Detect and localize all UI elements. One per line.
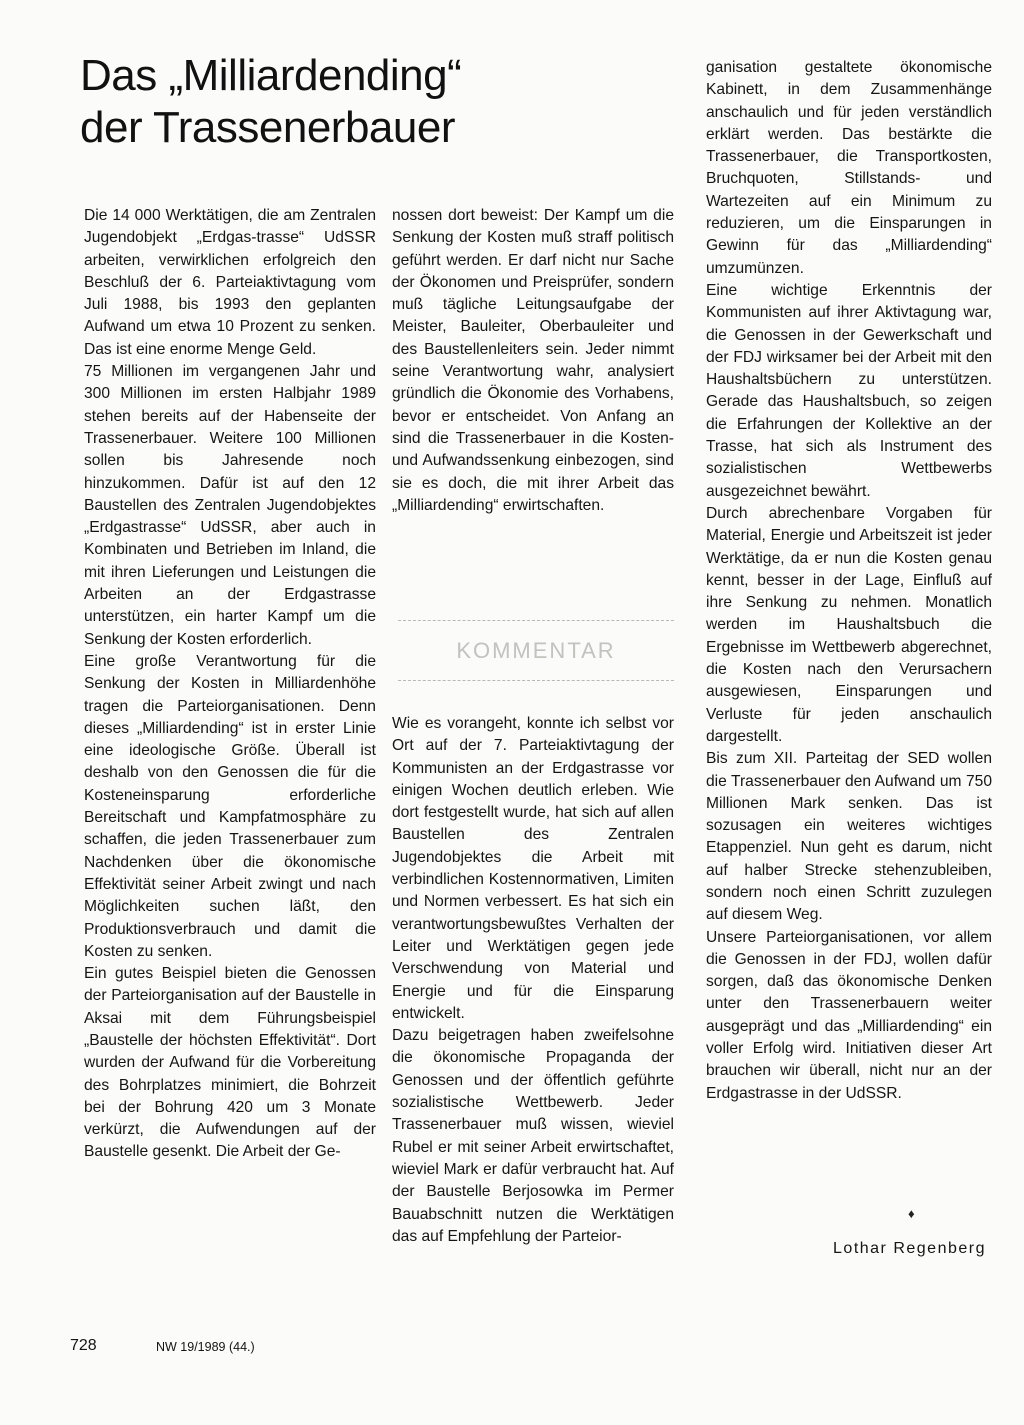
paragraph: nossen dort beweist: Der Kampf um die Senkung der Kosten muß straff politisch geführt werden. Er darf nicht nur Sache der Ökonomen und Preisprüfer, sondern muß tägliche Leitungsaufgabe der Meister, Bauleiter, Oberbauleiter und des Baustellenleiters sein. Jeder nimmt seine Verantwortung wahr, analysiert gründlich die Ökonomie des Vorhabens, bevor er entscheidet. Von Anfang an sind die Trassenerbauer in die Kosten- und Aufwandssenkung einbezogen, sind sie es doch, die mit ihrer Arbeit das „Milliardending“ erwirtschaften. (392, 207, 674, 514)
title-line-2: der Trassenerbauer (80, 103, 455, 152)
kommentar-label: KOMMENTAR (456, 638, 616, 663)
text-column-1 (84, 205, 376, 1164)
paragraph: Ein gutes Beispiel bieten die Genossen der Parteiorganisation auf der Baustelle in Aksai mit dem Führungsbeispiel „Baustelle der höchsten Effektivität“. Dort wurden der Aufwand für die Vorbereitung des Bohrplatzes minimiert, die Bohrzeit bei der Bohrung 420 um 3 Monate verkürzt, die Aufwendungen auf der Baustelle gesenkt. Die Arbeit der Ge- (84, 965, 376, 1161)
paragraph: Eine große Verantwortung für die Senkung der Kosten in Milliardenhöhe tragen die Parteiorganisationen. Denn dieses „Milliardending“ ist in erster Linie eine ideologische Größe. Überall ist deshalb von den Genossen die für die Kosteneinsparung erforderliche Bereitschaft und Kampfatmosphäre zu schaffen, die jeden Trassenerbauer zum Nachdenken über die ökonomische Effektivität seiner Arbeit zwingt und nach Möglichkeiten suchen läßt, den Produktionsverbrauch und damit die Kosten zu senken. (84, 652, 376, 960)
title-line-1: Das „Milliardending“ (80, 51, 462, 100)
paragraph: Durch abrechenbare Vorgaben für Material, Energie und Arbeitszeit ist jeder Werktätige, da er nun die Kosten genau kennt, besser in der Lage, Einfluß auf ihre Senkung zu nehmen. Monatlich werden im Haushaltsbuch die Ergebnisse im Wettbewerb abgerechnet, die Kosten nach den Verursachern ausgewiesen, Einsparungen und Verluste für jeden anschaulich dargestellt. (706, 504, 992, 745)
paragraph: Bis zum XII. Parteitag der SED wollen die Trassenerbauer den Aufwand um 750 Millionen Mark senken. Das ist sozusagen ein weiteres wichtiges Etappenziel. Nun geht es darum, nicht auf halber Strecke stehenzubleiben, sondern noch einen Schritt zuzulegen auf diesem Weg. (706, 750, 992, 924)
divider (398, 680, 674, 681)
end-mark-icon: ♦ (908, 1206, 915, 1221)
text-column-2-bottom (392, 713, 674, 1248)
paragraph: Dazu beigetragen haben zweifelsohne die ökonomische Propaganda der Genossen und der öffentlich geführte sozialistische Wettbewerb. Jeder Trassenerbauer muß wissen, wieviel Rubel er mit seiner Arbeit erwirtschaftet, wieviel Mark er dafür verbraucht hat. Auf der Baustelle Berjosowka im Permer Bauabschnitt nutzen die Werktätigen das auf Empfehlung der Parteior- (392, 1027, 674, 1245)
paragraph: Die 14 000 Werktätigen, die am Zentralen Jugendobjekt „Erdgas-trasse“ UdSSR arbeiten, verwirklichen erfolgreich den Beschluß der 6. Parteiaktivtagung vom Juli 1988, bis 1993 den geplanten Aufwand um etwa 10 Prozent zu senken. Das ist eine enorme Menge Geld. (84, 207, 376, 358)
author-signature: Lothar Regenberg (833, 1240, 986, 1257)
paragraph: Wie es vorangeht, konnte ich selbst vor Ort auf der 7. Parteiaktivtagung der Kommunisten an der Erdgastrasse vor einigen Wochen deutlich erleben. Wie dort festgestellt wurde, hat sich auf allen Baustellen des Zentralen Jugendobjektes die Arbeit mit verbindlichen Kostennormativen, Limiten und Normen verbessert. Es hat sich ein verantwortungsbewußtes Verhalten der Leiter und Werktätigen gegen jede Verschwendung von Material und Energie und für die Einsparung entwickelt. (392, 715, 674, 1022)
text-column-3 (706, 57, 992, 1105)
text-column-2-top (392, 205, 674, 517)
paragraph: Eine wichtige Erkenntnis der Kommunisten auf ihrer Aktivtagung war, die Genossen in der Gewerkschaft und der FDJ wirksamer bei der Arbeit mit den Haushaltsbüchern zu unterstützen. Gerade das Haushaltsbuch, so zeigen die Erfahrungen der Kollektive an der Trasse, hat sich als Instrument des sozialistischen Wettbewerbs ausgezeichnet bewährt. (706, 281, 992, 500)
divider (398, 620, 674, 621)
issue-reference: NW 19/1989 (44.) (156, 1340, 255, 1354)
kommentar-box (398, 618, 674, 684)
page-number: 728 (70, 1337, 97, 1354)
paragraph: Unsere Parteiorganisationen, vor allem die Genossen in der FDJ, wollen dafür sorgen, daß das ökonomische Denken unter den Trassenerbauern weiter ausgeprägt und das „Milliardending“ ein voller Erfolg wird. Initiativen dieser Art brauchen wir überall, nicht nur an der Erdgastrasse in der UdSSR. (706, 928, 992, 1102)
paragraph: ganisation gestaltete ökonomische Kabinett, in dem Zusammenhänge anschaulich und für jeden verständlich erklärt werden. Das bestärkte die Trassenerbauer, die Transportkosten, Bruchquoten, Stillstands- und Wartezeiten auf ein Minimum zu reduzieren, um die Einsparungen in Gewinn für das „Milliardending“ umzumünzen. (706, 59, 992, 277)
paragraph: 75 Millionen im vergangenen Jahr und 300 Millionen im ersten Halbjahr 1989 stehen bereits auf der Habenseite der Trassenerbauer. Weitere 100 Millionen sollen bis Jahresende noch hinzukommen. Dafür ist auf den 12 Baustellen des Zentralen Jugendobjektes „Erdgastrasse“ UdSSR, aber auch in Kombinaten und Betrieben im Inland, die mit ihren Lieferungen und Leistungen die Arbeiten an der Erdgastrasse unterstützen, ein harter Kampf um die Senkung der Kosten erforderlich. (84, 363, 376, 648)
article-title (80, 50, 620, 154)
